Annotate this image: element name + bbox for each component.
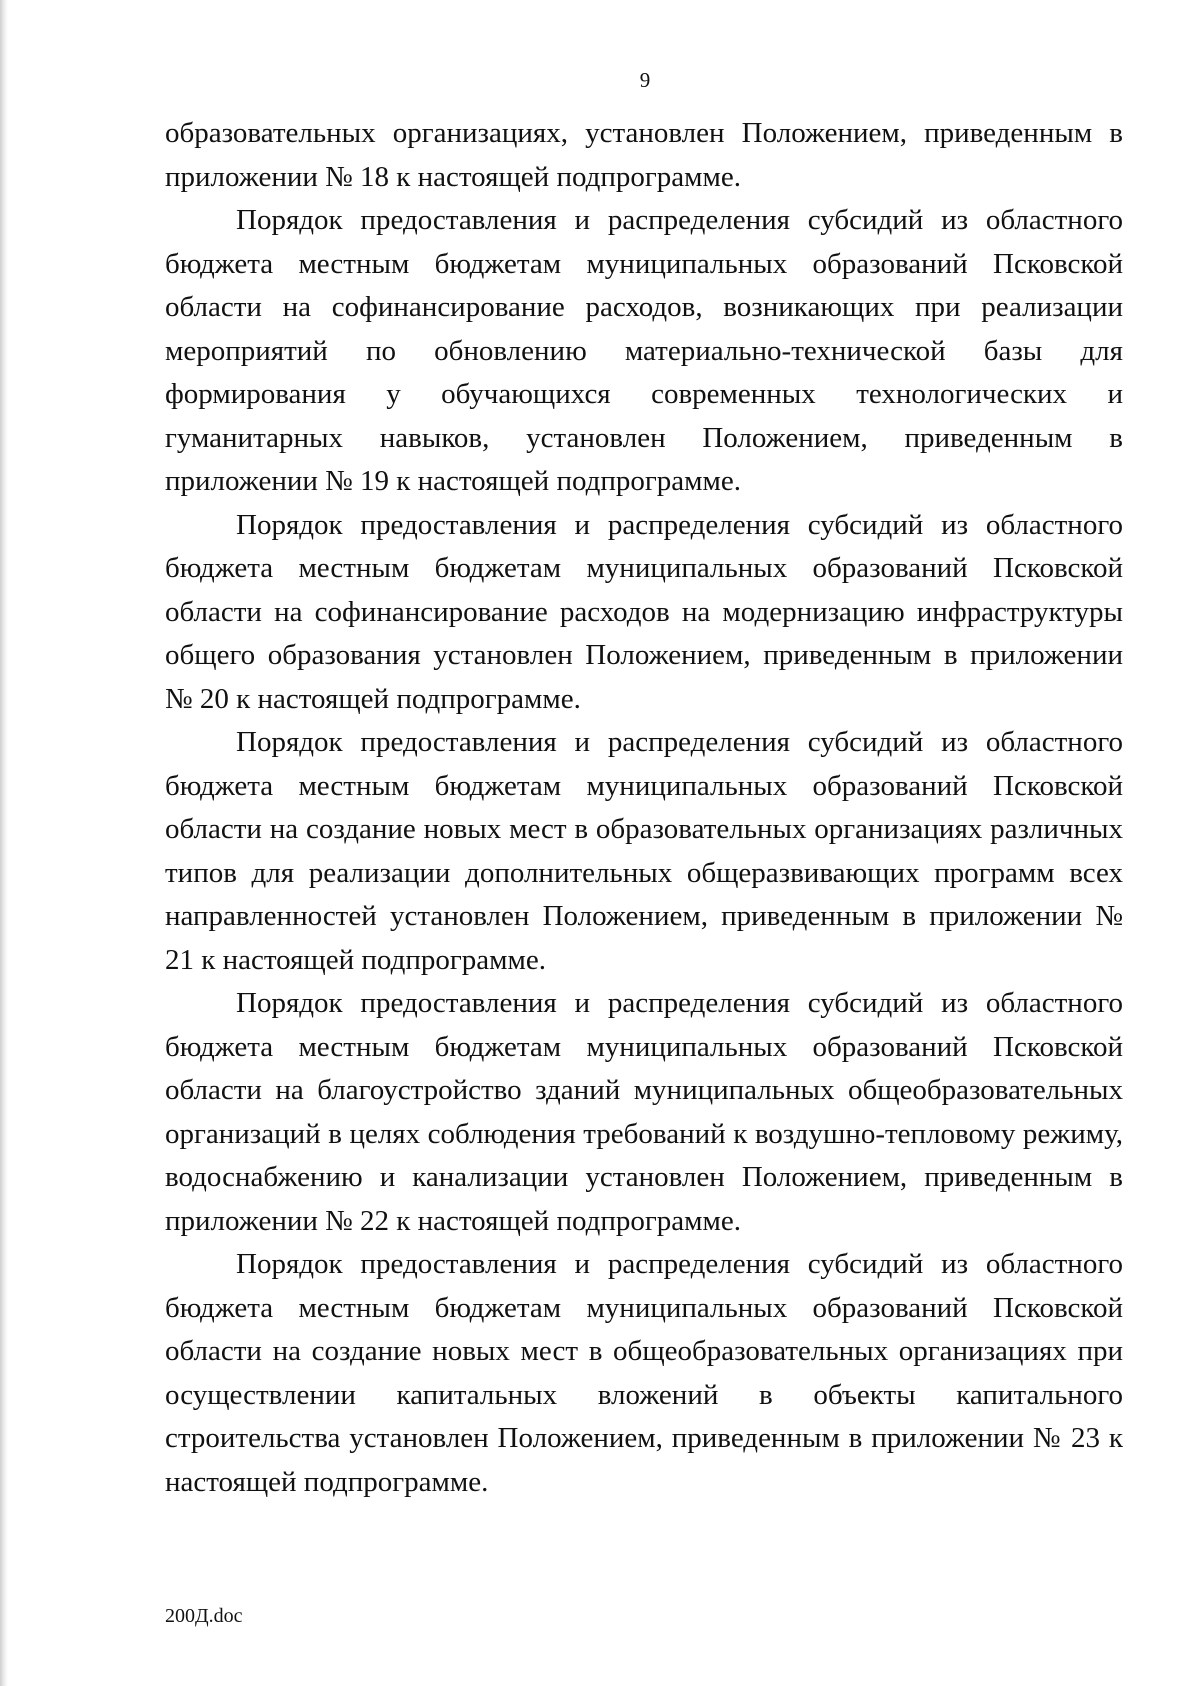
paragraph-appendix-22: Порядок предоставления и распределения субсидий из областного бюджета местным бюджетам муниципальных образований Псковской области на благоустройство зданий муниципальных общеобразовательных организаций в целях соблюдения требований к воздушно-тепловому режиму, водоснабжению и канализации установлен Положением, приведенным в приложении № 22 к настоящей подпрограмме. [165,987,1123,1237]
page-number: 9 [639,68,651,92]
document-body [165,112,1123,1504]
paragraph-appendix-19: Порядок предоставления и распределения субсидий из областного бюджета местным бюджетам муниципальных образований Псковской области на софинансирование расходов, возникающих при реализации мероприятий по обновлению материально-технической базы для формирования у обучающихся современных технологических и гуманитарных навыков, установлен Положением, приведенным в приложении № 19 к настоящей подпрограмме. [165,204,1123,497]
paragraph-continuation: образовательных организациях, установлен Положением, приведенным в приложении № 18 к настоящей подпрограмме. [165,117,1123,193]
paragraph-appendix-21: Порядок предоставления и распределения субсидий из областного бюджета местным бюджетам муниципальных образований Псковской области на создание новых мест в образовательных организациях различных типов для реализации дополнительных общеразвивающих программ всех направленностей установлен Положением, приведенным в приложении № 21 к настоящей подпрограмме. [165,726,1123,976]
scan-edge-shadow [0,0,8,1686]
paragraph-appendix-23: Порядок предоставления и распределения субсидий из областного бюджета местным бюджетам муниципальных образований Псковской области на создание новых мест в общеобразовательных организациях при осуществлении капитальных вложений в объекты капитального строительства установлен Положением, приведенным в приложении № 23 к настоящей подпрограмме. [165,1248,1123,1498]
paragraph-appendix-20: Порядок предоставления и распределения субсидий из областного бюджета местным бюджетам муниципальных образований Псковской области на софинансирование расходов на модернизацию инфраструктуры общего образования установлен Положением, приведенным в приложении № 20 к настоящей подпрограмме. [165,508,1123,715]
footer-filename: 200Д.doc [165,1605,243,1627]
